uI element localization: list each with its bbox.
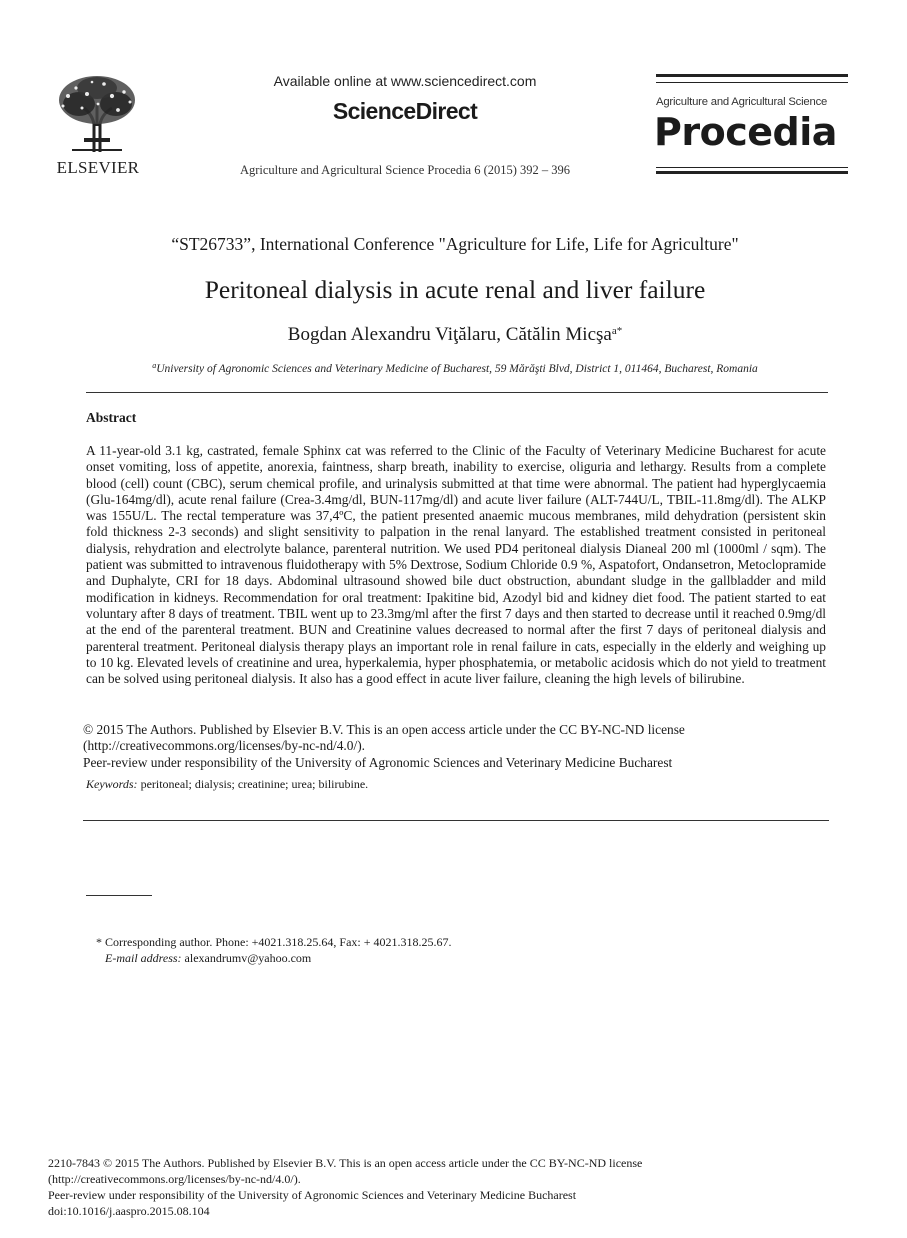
peer-review-note: Peer-review under responsibility of the University of Agronomic Sciences and Veterinary Medicine Bucharest: [83, 755, 673, 770]
corresponding-author: * Corresponding author. Phone: +4021.318.25.64, Fax: + 4021.318.25.67.: [96, 935, 452, 949]
publisher-name: ELSEVIER: [56, 158, 140, 177]
keywords: [86, 777, 368, 792]
license-link[interactable]: (http://creativecommons.org/licenses/by-nc-nd/4.0/).: [83, 738, 366, 753]
procedia-top-thin-bar: [656, 82, 848, 83]
journal-citation: Agriculture and Agricultural Science Procedia 6 (2015) 392 – 396: [239, 163, 571, 177]
available-online: Available online at www.sciencedirect.com: [273, 73, 537, 89]
email-label: E-mail address:: [105, 951, 182, 965]
procedia-top-bar: [656, 74, 848, 77]
title-divider: [86, 392, 828, 393]
email-line: [105, 951, 311, 966]
affiliation: [60, 361, 850, 375]
footer-license-link[interactable]: (http://creativecommons.org/licenses/by-nc-nd/4.0/).: [48, 1172, 301, 1186]
abstract-heading: Abstract: [86, 410, 137, 425]
elsevier-logo: [48, 74, 148, 178]
footer-license-line: 2210-7843 © 2015 The Authors. Published by Elsevier B.V. This is an open access article under the CC BY-NC-ND license: [48, 1156, 643, 1170]
author-names: Bogdan Alexandru Viţălaru, Cătălin Micşa: [287, 324, 612, 345]
author-marks: a*: [611, 325, 623, 337]
affiliation-mark: a: [152, 361, 157, 370]
sciencedirect-logo: ScienceDirect: [332, 98, 478, 124]
elsevier-tree-icon: [54, 74, 140, 154]
procedia-bottom-thin-bar: [656, 167, 848, 168]
footnote-divider: [86, 895, 152, 896]
affiliation-text: University of Agronomic Sciences and Veterinary Medicine of Bucharest, 59 Mărăşti Blvd, District 1, 011464, Bucharest, Romania: [156, 363, 758, 375]
abstract-divider: [83, 820, 829, 821]
keywords-label: Keywords:: [86, 777, 138, 791]
license-line-1: © 2015 The Authors. Published by Elsevier B.V. This is an open access article under the CC BY-NC-ND license: [83, 722, 685, 737]
abstract-body: A 11-year-old 3.1 kg, castrated, female Sphinx cat was referred to the Clinic of the Faculty of Veterinary Medicine Bucharest for acute onset vomiting, loss of appetite, anorexia, faintness, sharp breath, inability to exercise, oliguria and lethargy. Results from a complete blood (cell) count (CBC), serum chemical profile, and urinalysis submitted at that time were abnormal. The patient had hyperglycaemia (Glu-164mg/dl), acute renal failure (Crea-3.4mg/dl, BUN-117mg/dl) and acute liver failure (ALT-744U/L, TBIL-11.8mg/dl). The ALKP was 155U/L. The rectal temperature was 37,4ºC, the patient presented anaemic mucous membranes, mild dehydration (persistent skin fold thickness 2-3 seconds) and slight sensitivity to palpation in the renal lanyard. The established treatment consisted in peritoneal dialysis, rehydration and electrolyte balance, parenteral nutrition. We used PD4 peritoneal dialysis Dianeal 200 ml (1000ml / sqm). The patient was submitted to intravenous fluidotherapy with 5% Dextrose, Sodium Chloride 0.9 %, Aspatofort, Ondansetron, Metoclopramide and Duphalyte, CRI for 18 days. Abdominal ultrasound showed bile duct obstruction, abundant sludge in the gallbladder and mild modification in kidneys. Recommendation for oral treatment: Ipakitine bid, Azodyl bid and kidney diet food. The patient started to eat voluntary after 8 days of treatment. TBIL went up to 23.3mg/ml after the first 7 days and then started to decrease until it reached 0.9mg/dl at the end of the parenteral treatment. BUN and Creatinine values decreased to normal after the first 7 days of peritoneal dialysis and parenteral treatment. Peritoneal dialysis therapy plays an important role in renal failure in cats, especially in the elderly and weighing up to 10 kg. Elevated levels of creatinine and urea, hyperkalemia, hyper phosphatemia, or metabolic acidosis which do not yield to treatment can be solved using peritoneal dialysis. It also has a good effect in acute liver failure, cleaning the high levels of bilirubine.: [86, 443, 826, 687]
journal-brand: Procedia: [654, 110, 837, 154]
journal-series: Agriculture and Agricultural Science: [656, 96, 828, 108]
footer-peer-review: Peer-review under responsibility of the University of Agronomic Sciences and Veterinary Medicine Bucharest: [48, 1188, 577, 1202]
author-list: [60, 324, 850, 346]
article-title: Peritoneal dialysis in acute renal and liver failure: [204, 275, 706, 304]
procedia-bottom-bar: [656, 171, 848, 174]
conference-name: “ST26733”, International Conference "Agriculture for Life, Life for Agriculture": [171, 234, 739, 254]
keywords-values: peritoneal; dialysis; creatinine; urea; bilirubine.: [140, 777, 369, 791]
footer-doi[interactable]: doi:10.1016/j.aaspro.2015.08.104: [48, 1204, 210, 1218]
email-address[interactable]: alexandrumv@yahoo.com: [184, 951, 312, 965]
procedia-logo: [656, 74, 848, 174]
